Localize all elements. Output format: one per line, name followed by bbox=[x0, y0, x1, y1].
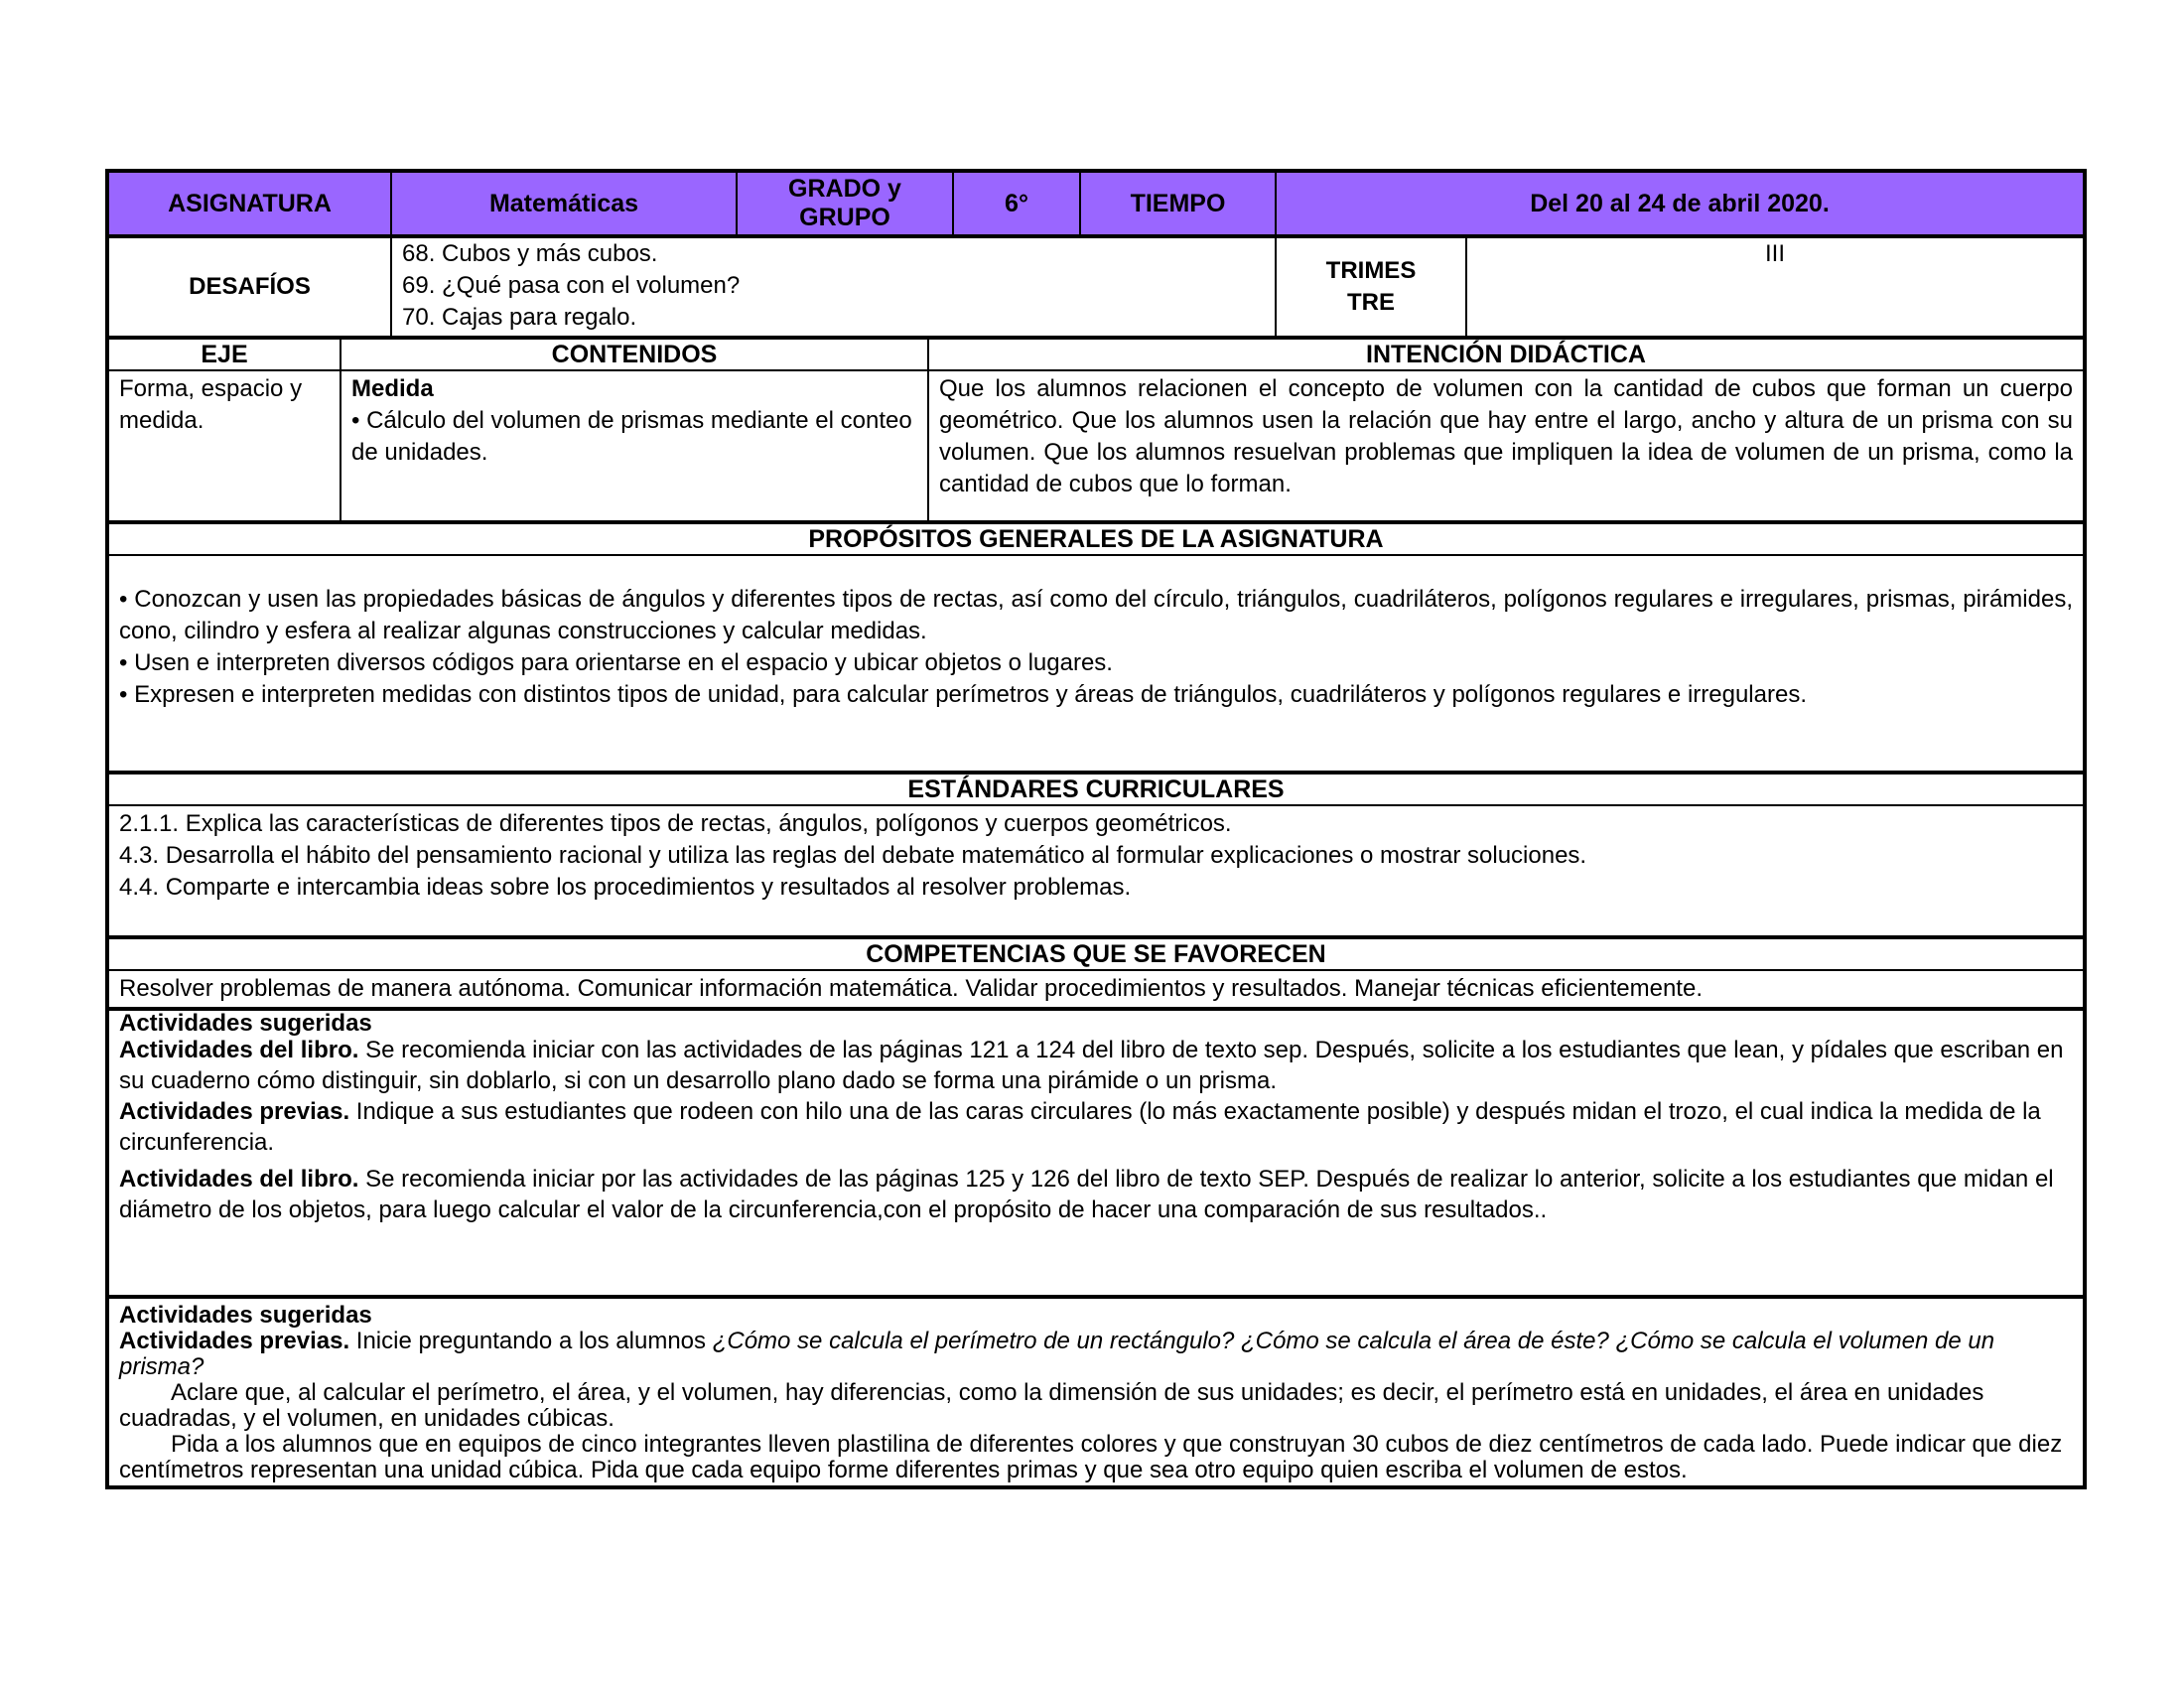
propositos-list bbox=[108, 555, 2084, 772]
actividad-text: Inicie preguntando a los alumnos bbox=[349, 1328, 713, 1354]
col-eje-header: EJE bbox=[108, 339, 341, 370]
actividades-cell-2 bbox=[108, 1298, 2084, 1486]
col-contenidos-header: CONTENIDOS bbox=[341, 339, 928, 370]
actividad-paragraph bbox=[119, 1164, 2073, 1225]
propositos-title: PROPÓSITOS GENERALES DE LA ASIGNATURA bbox=[108, 523, 2084, 555]
estandar-item: 4.4. Comparte e intercambia ideas sobre los procedimientos y resultados al resolver problemas. bbox=[119, 874, 1132, 901]
actividades-cell-1 bbox=[108, 1010, 2084, 1296]
eje-cell: Forma, espacio y medida. bbox=[108, 370, 341, 521]
actividades-table-1 bbox=[107, 1009, 2085, 1297]
contenido-title: Medida bbox=[351, 375, 434, 402]
estandar-item: 4.3. Desarrolla el hábito del pensamiento racional y utiliza las reglas del debate matemático al formular explicaciones o mostrar soluciones. bbox=[119, 842, 1587, 869]
asignatura-label: ASIGNATURA bbox=[108, 172, 391, 235]
actividad-questions: ¿Cómo se calcula el perímetro de un rectángulo? ¿Cómo se calcula el área de éste? ¿Cómo se calcula el volumen de un prisma? bbox=[119, 1328, 1995, 1380]
actividad-paragraph: Pida a los alumnos que en equipos de cinco integrantes lleven plastilina de diferentes colores y que construyan 30 cubos de diez centímetros de cada lado. Puede indicar que diez centímetros representan una unidad cúbica. Pida que cada equipo forme diferentes primas y que sea otro equipo quien escriba el volumen de estos. bbox=[119, 1431, 2063, 1483]
asignatura-value: Matemáticas bbox=[391, 172, 737, 235]
tiempo-label: TIEMPO bbox=[1080, 172, 1276, 235]
proposito-item: • Conozcan y usen las propiedades básicas de ángulos y diferentes tipos de rectas, así como del círculo, triángulos, cuadriláteros, polígonos regulares e irregulares, prismas, pirámides, cono, cilindro y esfera al realizar algunas construcciones y calcular medidas. bbox=[119, 586, 2073, 644]
grado-value: 6° bbox=[953, 172, 1080, 235]
actividad-text: Indique a sus estudiantes que rodeen con hilo una de las caras circulares (lo más exactamente posible) y después midan el trozo, el cual indica la medida de la circunferencia. bbox=[119, 1098, 2041, 1156]
intencion-cell: Que los alumnos relacionen el concepto de volumen con la cantidad de cubos que forman un cuerpo geométrico. Que los alumnos usen la relación que hay entre el largo, ancho y altura de un prisma con su volumen. Que los alumnos resuelvan problemas que impliquen la idea de volumen de un prisma, como la cantidad de cubos que lo forman. bbox=[928, 370, 2084, 521]
header-table bbox=[107, 171, 2085, 236]
contenido-text: • Cálculo del volumen de prismas mediante el conteo de unidades. bbox=[351, 407, 912, 466]
competencias-title: COMPETENCIAS QUE SE FAVORECEN bbox=[108, 938, 2084, 970]
actividad-lead: Actividades previas. bbox=[119, 1098, 350, 1125]
desafios-label: DESAFÍOS bbox=[108, 237, 391, 337]
tiempo-value: Del 20 al 24 de abril 2020. bbox=[1276, 172, 2084, 235]
estandar-item: 2.1.1. Explica las características de diferentes tipos de rectas, ángulos, polígonos y cuerpos geométricos. bbox=[119, 810, 1232, 837]
competencias-table bbox=[107, 937, 2085, 1009]
actividad-lead: Actividades previas. bbox=[119, 1328, 350, 1354]
eje-table bbox=[107, 338, 2085, 522]
grado-label: GRADO y GRUPO bbox=[737, 172, 953, 235]
actividades-table-2 bbox=[107, 1297, 2085, 1487]
actividad-paragraph bbox=[119, 1096, 2073, 1158]
actividad-lead: Actividades del libro. bbox=[119, 1166, 359, 1193]
actividad-text: Se recomienda iniciar con las actividades de las páginas 121 a 124 del libro de texto sep. Después, solicite a los estudiantes que lean, y pídales que escriban en su cuaderno cómo distinguir, sin doblarlo, si con un desarrollo plano dado se forma una pirámide o un prisma. bbox=[119, 1037, 2064, 1094]
desafio-item: 70. Cajas para regalo. bbox=[402, 304, 637, 331]
actividad-paragraph: Aclare que, al calcular el perímetro, el área, y el volumen, hay diferencias, como la dimensión de sus unidades; es decir, el perímetro está en unidades, el área en unidades cuadradas, y el volumen, en unidades cúbicas. bbox=[119, 1379, 1984, 1432]
actividad-lead: Actividades del libro. bbox=[119, 1037, 359, 1063]
actividades-title: Actividades sugeridas bbox=[119, 1010, 372, 1037]
estandares-list bbox=[108, 805, 2084, 936]
competencias-text: Resolver problemas de manera autónoma. Comunicar información matemática. Validar procedimientos y resultados. Manejar técnicas eficientemente. bbox=[108, 970, 2084, 1008]
actividad-paragraph bbox=[119, 1329, 2073, 1380]
proposito-item: • Expresen e interpreten medidas con distintos tipos de unidad, para calcular perímetros y áreas de triángulos, cuadriláteros y polígonos regulares e irregulares. bbox=[119, 681, 1807, 708]
actividades-title: Actividades sugeridas bbox=[119, 1302, 372, 1329]
actividad-paragraph bbox=[119, 1035, 2073, 1096]
desafio-item: 68. Cubos y más cubos. bbox=[402, 240, 658, 267]
actividad-text: Se recomienda iniciar por las actividades de las páginas 125 y 126 del libro de texto SEP. Después de realizar lo anterior, solicite a los estudiantes que midan el diámetro de los objetos, para luego calcular el valor de la circunferencia,con el propósito de hacer una comparación de sus resultados.. bbox=[119, 1166, 2054, 1223]
proposito-item: • Usen e interpreten diversos códigos para orientarse en el espacio y ubicar objetos o lugares. bbox=[119, 649, 1113, 676]
trimestre-label: TRIMES TRE bbox=[1276, 237, 1466, 337]
contenidos-cell bbox=[341, 370, 928, 521]
estandares-table bbox=[107, 773, 2085, 937]
desafios-list bbox=[391, 237, 1276, 337]
trimestre-value: III bbox=[1466, 237, 2084, 337]
lesson-plan-sheet bbox=[105, 169, 2087, 1489]
col-intencion-header: INTENCIÓN DIDÁCTICA bbox=[928, 339, 2084, 370]
estandares-title: ESTÁNDARES CURRICULARES bbox=[108, 774, 2084, 805]
desafio-item: 69. ¿Qué pasa con el volumen? bbox=[402, 272, 741, 299]
desafios-table bbox=[107, 236, 2085, 338]
propositos-table bbox=[107, 522, 2085, 773]
